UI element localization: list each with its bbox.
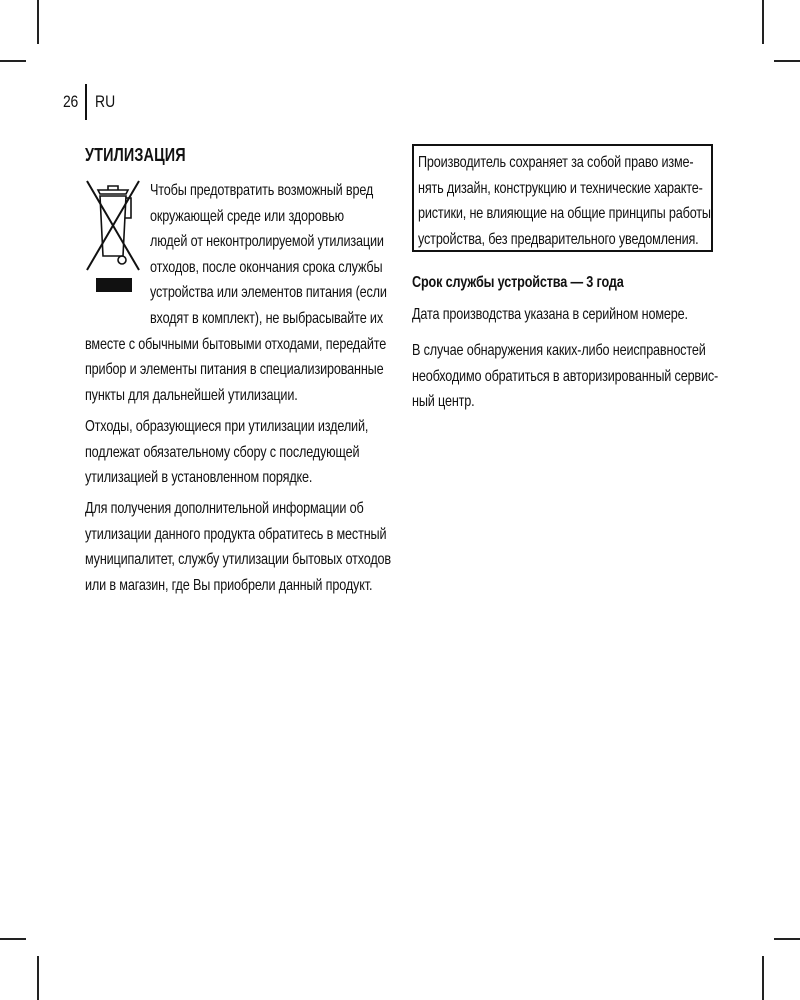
crop-mark-bottom-right-h (774, 938, 800, 940)
disposal-para1-line: устройства или элементов питания (если (150, 284, 387, 302)
disposal-para1-cont-line: вместе с обычными бытовыми отходами, передайте (85, 335, 387, 353)
disposal-title: УТИЛИЗАЦИЯ (85, 145, 186, 165)
crop-mark-top-left (37, 0, 39, 44)
service-life-heading: Срок службы устройства — 3 года (412, 274, 624, 291)
crop-mark-bottom-left-h (0, 938, 26, 940)
production-date-note: Дата производства указана в серийном номере. (412, 306, 688, 323)
disposal-para2-line: подлежат обязательному сбору с последующей (85, 443, 360, 461)
header-divider (85, 84, 87, 120)
crop-mark-bottom-right (762, 956, 764, 1000)
notice-line: ристики, не влияющие на общие принципы работы (418, 205, 711, 223)
notice-line: устройства, без предварительного уведомления. (418, 230, 699, 248)
disposal-para2-line: Отходы, образующиеся при утилизации изделий, (85, 418, 369, 435)
malfunction-line: необходимо обратиться в авторизированный сервис- (412, 367, 719, 385)
malfunction-line: ный центр. (412, 393, 475, 411)
disposal-para1-line: Чтобы предотвратить возможный вред (150, 182, 374, 199)
disposal-para1-line: отходов, после окончания срока службы (150, 258, 383, 276)
crop-mark-top-right-h (774, 60, 800, 62)
notice-line: нять дизайн, конструкцию и технические характе- (418, 179, 703, 197)
disposal-para3-line: утилизации данного продукта обратитесь в местный (85, 525, 387, 543)
crop-mark-bottom-left (37, 956, 39, 1000)
disposal-para1-line: входят в комплект), не выбрасывайте их (150, 310, 383, 327)
crop-mark-top-left-h (0, 60, 26, 62)
disposal-para3-line: Для получения дополнительной информации об (85, 500, 364, 517)
disposal-para3-line: или в магазин, где Вы приобрели данный продукт. (85, 576, 373, 594)
page-number: 26 (63, 92, 79, 111)
disposal-para3-line: муниципалитет, службу утилизации бытовых отходов (85, 551, 391, 569)
disposal-para1-cont-line: пункты для дальнейшей утилизации. (85, 386, 298, 404)
language-code: RU (95, 92, 116, 111)
crop-mark-top-right (762, 0, 764, 44)
disposal-para1-line: людей от неконтролируемой утилизации (150, 233, 384, 251)
disposal-para1-cont-line: прибор и элементы питания в специализированные (85, 361, 384, 379)
disposal-para1-line: окружающей среде или здоровью (150, 207, 344, 225)
disposal-para2-line: утилизацией в установленном порядке. (85, 469, 313, 487)
malfunction-line: В случае обнаружения каких-либо неисправностей (412, 342, 706, 359)
crossed-out-wheelie-bin-icon (84, 178, 142, 296)
notice-line: Производитель сохраняет за собой право изме- (418, 154, 694, 171)
